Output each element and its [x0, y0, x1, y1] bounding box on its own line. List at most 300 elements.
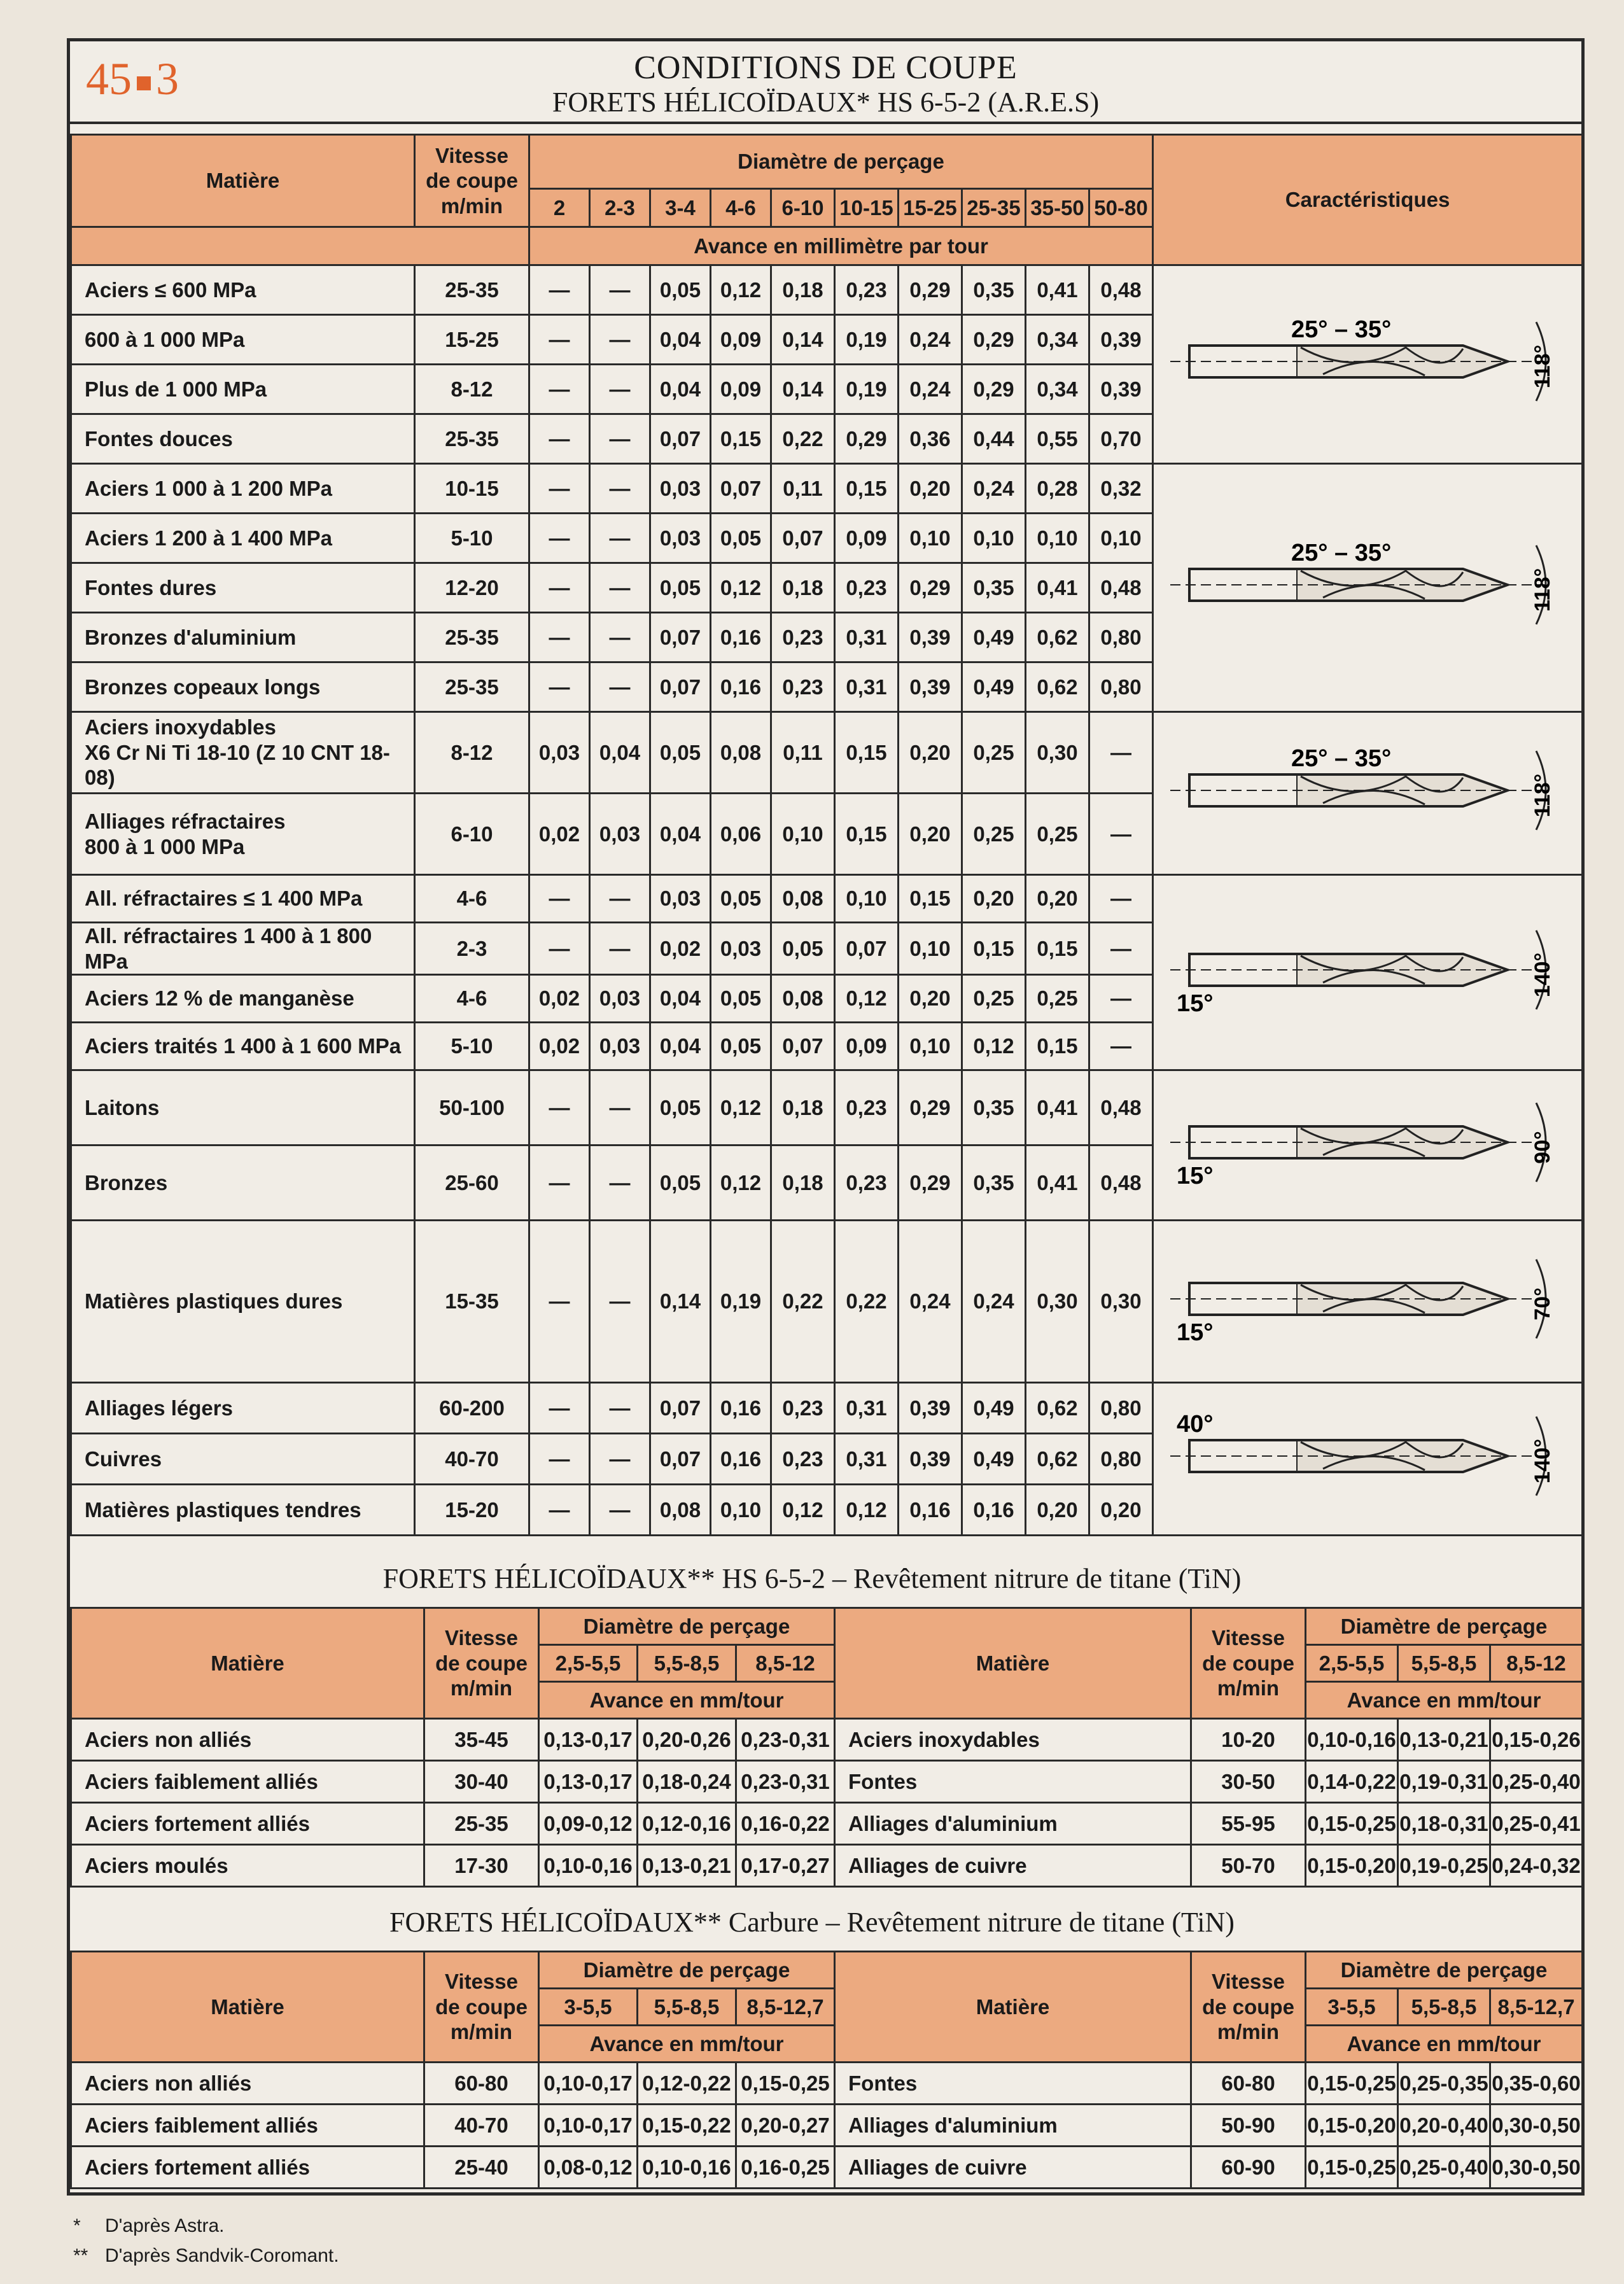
feed-cell: 0,25 [1026, 794, 1089, 875]
material-cell: Aciers fortement alliés [71, 2147, 424, 2189]
feed-cell: 0,39 [899, 662, 962, 712]
feed-cell: 0,62 [1026, 1434, 1089, 1485]
col-header-vitesse: Vitesse de coupe m/min [1191, 1952, 1306, 2063]
diameter-header: 8,5-12 [1490, 1645, 1583, 1682]
feed-cell: — [590, 464, 650, 514]
material-cell: 600 à 1 000 MPa [71, 315, 415, 365]
feed-cell: 0,22 [771, 414, 835, 464]
feed-cell: 0,15-0,25 [1306, 2147, 1398, 2189]
feed-cell: 0,13-0,17 [539, 1761, 638, 1803]
feed-cell: 0,03 [529, 712, 590, 794]
feed-cell: 0,55 [1026, 414, 1089, 464]
feed-cell: 0,04 [590, 712, 650, 794]
feed-cell: — [529, 923, 590, 975]
feed-cell: 0,31 [835, 1383, 899, 1434]
feed-cell: — [590, 1383, 650, 1434]
feed-cell: 0,29 [899, 563, 962, 613]
material-cell: Aciers non alliés [71, 2063, 424, 2105]
table-hss-drills [70, 134, 1583, 1536]
speed-cell: 10-20 [1191, 1719, 1306, 1761]
table-row [71, 712, 1583, 794]
drill-figure-cell [1153, 1383, 1583, 1536]
feed-cell: 0,23-0,31 [736, 1761, 835, 1803]
feed-cell: 0,62 [1026, 613, 1089, 662]
material-cell: Aciers inoxydables X6 Cr Ni Ti 18-10 (Z 10 CNT 18-08) [71, 712, 415, 794]
diameter-header: 4-6 [711, 189, 771, 227]
feed-cell: 0,80 [1089, 1434, 1153, 1485]
feed-cell: 0,20 [1026, 875, 1089, 923]
feed-cell: — [590, 414, 650, 464]
drill-figure-cell [1153, 712, 1583, 875]
feed-cell: — [590, 514, 650, 563]
feed-cell: 0,05 [711, 1023, 771, 1070]
feed-cell: 0,08 [650, 1485, 711, 1536]
feed-cell: — [1089, 712, 1153, 794]
material-cell: Aciers faiblement alliés [71, 2105, 424, 2147]
diameter-header: 2,5-5,5 [539, 1645, 638, 1682]
feed-cell: — [1089, 875, 1153, 923]
feed-cell: 0,12 [835, 1485, 899, 1536]
material-cell: Alliages d'aluminium [835, 1803, 1191, 1845]
feed-cell: 0,10-0,16 [638, 2147, 736, 2189]
material-cell: Bronzes copeaux longs [71, 662, 415, 712]
feed-cell: 0,07 [835, 923, 899, 975]
feed-cell: — [590, 1070, 650, 1146]
feed-cell: 0,03 [650, 514, 711, 563]
table-row [71, 464, 1583, 514]
feed-cell: 0,23 [771, 1383, 835, 1434]
feed-cell: 0,29 [962, 315, 1026, 365]
material-cell: Alliages de cuivre [835, 2147, 1191, 2189]
material-cell: Aciers 12 % de manganèse [71, 975, 415, 1023]
feed-cell: — [590, 315, 650, 365]
feed-cell: 0,03 [590, 1023, 650, 1070]
feed-cell: 0,80 [1089, 1383, 1153, 1434]
feed-cell: 0,25-0,41 [1490, 1803, 1583, 1845]
table-row [71, 2063, 1583, 2105]
diameter-header: 3-4 [650, 189, 711, 227]
feed-cell: 0,05 [650, 1146, 711, 1221]
feed-cell: 0,14 [650, 1221, 711, 1383]
speed-cell: 40-70 [424, 2105, 539, 2147]
feed-cell: — [529, 1485, 590, 1536]
feed-cell: 0,35 [962, 1070, 1026, 1146]
speed-cell: 2-3 [415, 923, 529, 975]
feed-cell: 0,11 [771, 464, 835, 514]
table-row [71, 2147, 1583, 2189]
speed-cell: 8-12 [415, 365, 529, 414]
feed-cell: 0,07 [650, 1383, 711, 1434]
feed-cell: — [590, 365, 650, 414]
diameter-header: 50-80 [1089, 189, 1153, 227]
col-header-matiere: Matière [71, 1952, 424, 2063]
drill-diagram [1164, 317, 1571, 406]
feed-cell: 0,03 [590, 975, 650, 1023]
diameter-header: 35-50 [1026, 189, 1089, 227]
col-header-caracteristiques: Caractéristiques [1153, 135, 1583, 265]
diameter-header: 10-15 [835, 189, 899, 227]
table-row [71, 875, 1583, 923]
feed-cell: 0,20-0,27 [736, 2105, 835, 2147]
material-cell: Aciers 1 000 à 1 200 MPa [71, 464, 415, 514]
feed-cell: 0,02 [529, 975, 590, 1023]
svg-text:15°: 15° [1177, 1319, 1214, 1343]
feed-cell: 0,70 [1089, 414, 1153, 464]
svg-text:70°: 70° [1530, 1287, 1555, 1321]
feed-cell: 0,13-0,17 [539, 1719, 638, 1761]
feed-cell: 0,05 [650, 563, 711, 613]
feed-cell: 0,15 [1026, 923, 1089, 975]
diameter-header: 8,5-12 [736, 1645, 835, 1682]
speed-cell: 25-35 [415, 613, 529, 662]
material-cell: All. réfractaires 1 400 à 1 800 MPa [71, 923, 415, 975]
material-cell: Alliages de cuivre [835, 1845, 1191, 1887]
col-header-avance: Avance en mm/tour [1306, 2026, 1583, 2063]
header-spacer [71, 227, 529, 265]
feed-cell: 0,24 [962, 464, 1026, 514]
feed-cell: 0,18 [771, 1070, 835, 1146]
feed-cell: 0,39 [1089, 365, 1153, 414]
material-cell: Aciers faiblement alliés [71, 1761, 424, 1803]
speed-cell: 17-30 [424, 1845, 539, 1887]
drill-diagram [1164, 540, 1571, 629]
feed-cell: 0,35 [962, 265, 1026, 315]
feed-cell: 0,10 [835, 875, 899, 923]
feed-cell: 0,48 [1089, 563, 1153, 613]
feed-cell: 0,10-0,16 [1306, 1719, 1398, 1761]
svg-text:25° – 35°: 25° – 35° [1291, 540, 1392, 567]
feed-cell: 0,20 [899, 464, 962, 514]
diameter-header: 5,5-8,5 [1398, 1645, 1490, 1682]
feed-cell: 0,05 [711, 975, 771, 1023]
feed-cell: — [529, 464, 590, 514]
feed-cell: — [590, 1221, 650, 1383]
feed-cell: 0,28 [1026, 464, 1089, 514]
material-cell: Matières plastiques dures [71, 1221, 415, 1383]
feed-cell: 0,49 [962, 662, 1026, 712]
svg-text:15°: 15° [1177, 1163, 1214, 1188]
material-cell: Aciers 1 200 à 1 400 MPa [71, 514, 415, 563]
feed-cell: 0,39 [899, 1383, 962, 1434]
feed-cell: 0,09-0,12 [539, 1803, 638, 1845]
material-cell: Alliages légers [71, 1383, 415, 1434]
feed-cell: 0,18 [771, 1146, 835, 1221]
feed-cell: 0,32 [1089, 464, 1153, 514]
table-row [71, 1719, 1583, 1761]
feed-cell: 0,12 [711, 1146, 771, 1221]
feed-cell: 0,25 [1026, 975, 1089, 1023]
speed-cell: 5-10 [415, 1023, 529, 1070]
feed-cell: 0,16 [899, 1485, 962, 1536]
feed-cell: 0,39 [1089, 315, 1153, 365]
speed-cell: 15-25 [415, 315, 529, 365]
material-cell: Aciers ≤ 600 MPa [71, 265, 415, 315]
feed-cell: 0,14 [771, 315, 835, 365]
col-header-diametre: Diamètre de perçage [1306, 1952, 1583, 1989]
material-cell: Bronzes [71, 1146, 415, 1221]
feed-cell: — [529, 613, 590, 662]
col-header-avance: Avance en millimètre par tour [529, 227, 1153, 265]
feed-cell: 0,19-0,31 [1398, 1761, 1490, 1803]
feed-cell: — [529, 514, 590, 563]
feed-cell: 0,16 [711, 662, 771, 712]
feed-cell: 0,30 [1026, 1221, 1089, 1383]
feed-cell: 0,03 [590, 794, 650, 875]
feed-cell: 0,29 [899, 265, 962, 315]
drill-diagram [1164, 746, 1571, 835]
feed-cell: 0,31 [835, 613, 899, 662]
col-header-diametre: Diamètre de perçage [529, 135, 1153, 189]
feed-cell: 0,17-0,27 [736, 1845, 835, 1887]
feed-cell: 0,08 [711, 712, 771, 794]
feed-cell: — [590, 1485, 650, 1536]
feed-cell: 0,35 [962, 1146, 1026, 1221]
drill-diagram [1164, 925, 1571, 1014]
feed-cell: 0,07 [650, 613, 711, 662]
feed-cell: 0,12 [711, 265, 771, 315]
footnote-1: * D'après Astra. [73, 2215, 225, 2236]
feed-cell: 0,15-0,25 [1306, 1803, 1398, 1845]
col-header-vitesse: Vitesse de coupe m/min [424, 1608, 539, 1719]
feed-cell: 0,13-0,21 [1398, 1719, 1490, 1761]
feed-cell: 0,07 [711, 464, 771, 514]
diameter-header: 6-10 [771, 189, 835, 227]
feed-cell: — [590, 265, 650, 315]
feed-cell: 0,16-0,25 [736, 2147, 835, 2189]
feed-cell: 0,05 [771, 923, 835, 975]
feed-cell: — [590, 613, 650, 662]
speed-cell: 4-6 [415, 975, 529, 1023]
feed-cell: — [529, 662, 590, 712]
feed-cell: 0,29 [835, 414, 899, 464]
material-cell: Fontes [835, 2063, 1191, 2105]
feed-cell: 0,23 [835, 1070, 899, 1146]
feed-cell: — [590, 1146, 650, 1221]
table-row [71, 1221, 1583, 1383]
drill-diagram [1164, 1098, 1571, 1187]
feed-cell: 0,24 [899, 365, 962, 414]
feed-cell: 0,62 [1026, 1383, 1089, 1434]
feed-cell: 0,15 [835, 712, 899, 794]
section-tag-number: 45 [86, 53, 132, 104]
section2-title: FORETS HÉLICOÏDAUX** HS 6-5-2 – Revêtement nitrure de titane (TiN) [382, 1563, 1242, 1594]
feed-cell: — [529, 1221, 590, 1383]
feed-cell: 0,24 [962, 1221, 1026, 1383]
feed-cell: 0,19-0,25 [1398, 1845, 1490, 1887]
feed-cell: — [529, 315, 590, 365]
feed-cell: 0,44 [962, 414, 1026, 464]
diameter-header: 15-25 [899, 189, 962, 227]
col-header-matiere: Matière [71, 135, 415, 227]
feed-cell: 0,03 [711, 923, 771, 975]
diameter-header: 25-35 [962, 189, 1026, 227]
feed-cell: 0,39 [899, 1434, 962, 1485]
drill-figure-cell [1153, 1070, 1583, 1221]
feed-cell: — [1089, 975, 1153, 1023]
svg-text:15°: 15° [1177, 990, 1214, 1014]
feed-cell: — [529, 563, 590, 613]
feed-cell: 0,02 [529, 794, 590, 875]
svg-text:118°: 118° [1530, 773, 1555, 818]
svg-text:90°: 90° [1530, 1131, 1555, 1165]
feed-cell: 0,07 [650, 414, 711, 464]
speed-cell: 4-6 [415, 875, 529, 923]
drill-diagram [1164, 1254, 1571, 1343]
table-row [71, 265, 1583, 315]
feed-cell: 0,20-0,26 [638, 1719, 736, 1761]
feed-cell: 0,05 [650, 712, 711, 794]
feed-cell: 0,36 [899, 414, 962, 464]
table-row [71, 2105, 1583, 2147]
feed-cell: 0,15-0,22 [638, 2105, 736, 2147]
feed-cell: 0,18 [771, 265, 835, 315]
feed-cell: 0,49 [962, 613, 1026, 662]
feed-cell: 0,41 [1026, 265, 1089, 315]
feed-cell: 0,09 [835, 1023, 899, 1070]
feed-cell: — [529, 875, 590, 923]
table-row [71, 1803, 1583, 1845]
feed-cell: 0,07 [650, 1434, 711, 1485]
feed-cell: 0,41 [1026, 563, 1089, 613]
section3-title: FORETS HÉLICOÏDAUX** Carbure – Revêtement nitrure de titane (TiN) [389, 1907, 1235, 1938]
speed-cell: 25-60 [415, 1146, 529, 1221]
drill-figure-cell [1153, 265, 1583, 464]
feed-cell: 0,10 [899, 1023, 962, 1070]
feed-cell: 0,09 [711, 365, 771, 414]
feed-cell: 0,20 [899, 712, 962, 794]
feed-cell: 0,12 [711, 1070, 771, 1146]
material-cell: Aciers traités 1 400 à 1 600 MPa [71, 1023, 415, 1070]
material-cell: Aciers non alliés [71, 1719, 424, 1761]
feed-cell: 0,41 [1026, 1146, 1089, 1221]
material-cell: Fontes douces [71, 414, 415, 464]
feed-cell: 0,25 [962, 794, 1026, 875]
feed-cell: 0,14 [771, 365, 835, 414]
feed-cell: 0,08-0,12 [539, 2147, 638, 2189]
feed-cell: 0,23-0,31 [736, 1719, 835, 1761]
material-cell: Aciers inoxydables [835, 1719, 1191, 1761]
diameter-header: 5,5-8,5 [1398, 1989, 1490, 2026]
feed-cell: 0,08 [771, 975, 835, 1023]
col-header-matiere: Matière [71, 1608, 424, 1719]
feed-cell: 0,15-0,20 [1306, 1845, 1398, 1887]
feed-cell: 0,29 [962, 365, 1026, 414]
feed-cell: 0,05 [711, 514, 771, 563]
feed-cell: — [529, 414, 590, 464]
feed-cell: 0,03 [650, 875, 711, 923]
feed-cell: 0,12-0,22 [638, 2063, 736, 2105]
feed-cell: 0,18-0,24 [638, 1761, 736, 1803]
svg-text:140°: 140° [1530, 952, 1555, 997]
feed-cell: 0,19 [835, 315, 899, 365]
material-cell: Alliages réfractaires 800 à 1 000 MPa [71, 794, 415, 875]
feed-cell: 0,10 [771, 794, 835, 875]
feed-cell: 0,04 [650, 315, 711, 365]
feed-cell: 0,35-0,60 [1490, 2063, 1583, 2105]
feed-cell: 0,49 [962, 1383, 1026, 1434]
feed-cell: 0,15 [835, 794, 899, 875]
material-cell: Alliages d'aluminium [835, 2105, 1191, 2147]
material-cell: Cuivres [71, 1434, 415, 1485]
feed-cell: 0,49 [962, 1434, 1026, 1485]
speed-cell: 50-90 [1191, 2105, 1306, 2147]
col-header-avance: Avance en mm/tour [539, 1682, 835, 1719]
col-header-avance: Avance en mm/tour [1306, 1682, 1583, 1719]
feed-cell: 0,23 [835, 265, 899, 315]
feed-cell: 0,15 [962, 923, 1026, 975]
svg-text:40°: 40° [1177, 1412, 1214, 1438]
feed-cell: 0,15 [711, 414, 771, 464]
svg-text:118°: 118° [1530, 344, 1555, 389]
svg-text:140°: 140° [1530, 1439, 1555, 1484]
drill-figure-cell [1153, 1221, 1583, 1383]
speed-cell: 25-35 [415, 414, 529, 464]
feed-cell: — [1089, 923, 1153, 975]
svg-text:25° – 35°: 25° – 35° [1291, 746, 1392, 773]
feed-cell: 0,04 [650, 1023, 711, 1070]
speed-cell: 25-40 [424, 2147, 539, 2189]
speed-cell: 15-20 [415, 1485, 529, 1536]
feed-cell: 0,13-0,21 [638, 1845, 736, 1887]
feed-cell: 0,23 [835, 563, 899, 613]
speed-cell: 8-12 [415, 712, 529, 794]
feed-cell: — [529, 1383, 590, 1434]
material-cell: Matières plastiques tendres [71, 1485, 415, 1536]
feed-cell: 0,12-0,16 [638, 1803, 736, 1845]
diameter-header: 8,5-12,7 [736, 1989, 835, 2026]
feed-cell: — [529, 365, 590, 414]
feed-cell: 0,16 [711, 613, 771, 662]
feed-cell: 0,25-0,40 [1490, 1761, 1583, 1803]
diameter-header: 2,5-5,5 [1306, 1645, 1398, 1682]
feed-cell: 0,24 [899, 1221, 962, 1383]
feed-cell: 0,23 [771, 662, 835, 712]
feed-cell: 0,05 [650, 265, 711, 315]
feed-cell: 0,48 [1089, 1146, 1153, 1221]
feed-cell: 0,10 [1026, 514, 1089, 563]
feed-cell: 0,15 [1026, 1023, 1089, 1070]
feed-cell: 0,04 [650, 794, 711, 875]
speed-cell: 50-70 [1191, 1845, 1306, 1887]
feed-cell: 0,34 [1026, 365, 1089, 414]
drill-diagram [1164, 1412, 1571, 1501]
feed-cell: 0,80 [1089, 613, 1153, 662]
col-header-matiere: Matière [835, 1952, 1191, 2063]
feed-cell: — [529, 1434, 590, 1485]
speed-cell: 30-50 [1191, 1761, 1306, 1803]
feed-cell: 0,02 [529, 1023, 590, 1070]
speed-cell: 30-40 [424, 1761, 539, 1803]
feed-cell: 0,15-0,20 [1306, 2105, 1398, 2147]
feed-cell: 0,16 [962, 1485, 1026, 1536]
feed-cell: 0,05 [711, 875, 771, 923]
col-header-vitesse: Vitesse de coupe m/min [415, 135, 529, 227]
feed-cell: 0,20 [899, 975, 962, 1023]
feed-cell: 0,20 [1026, 1485, 1089, 1536]
feed-cell: — [590, 1434, 650, 1485]
feed-cell: 0,19 [711, 1221, 771, 1383]
diameter-header: 2 [529, 189, 590, 227]
col-header-avance: Avance en mm/tour [539, 2026, 835, 2063]
material-cell: Fontes dures [71, 563, 415, 613]
feed-cell: 0,02 [650, 923, 711, 975]
table-row [71, 1070, 1583, 1146]
drill-figure-cell [1153, 875, 1583, 1070]
feed-cell: 0,25-0,35 [1398, 2063, 1490, 2105]
feed-cell: 0,30 [1089, 1221, 1153, 1383]
col-header-vitesse: Vitesse de coupe m/min [424, 1952, 539, 2063]
feed-cell: 0,25-0,40 [1398, 2147, 1490, 2189]
